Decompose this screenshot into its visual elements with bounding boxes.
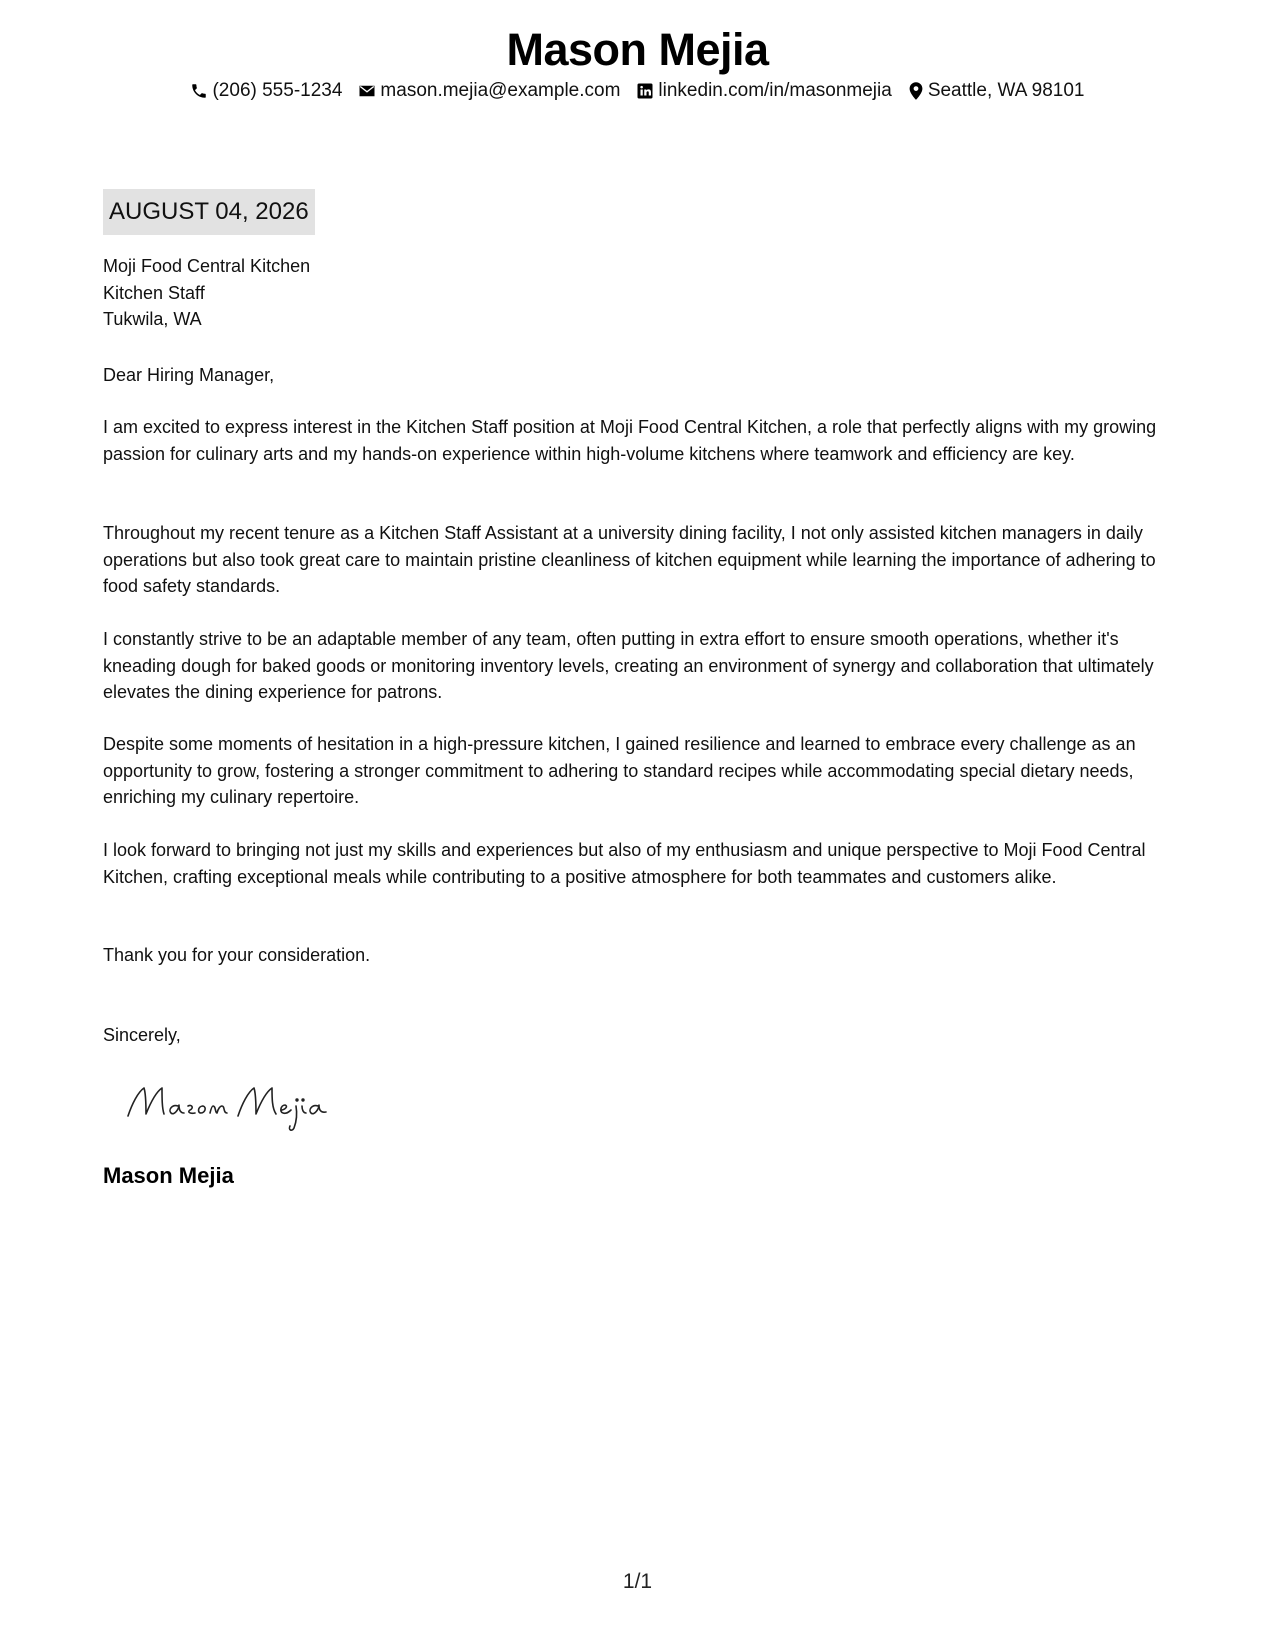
- contact-email: [358, 78, 620, 104]
- closing-line: Sincerely,: [103, 1025, 181, 1045]
- location-text: Seattle, WA 98101: [927, 80, 1085, 101]
- envelope-icon: [358, 82, 376, 100]
- phone-icon: [190, 82, 208, 100]
- phone-text: (206) 555-1234: [212, 80, 343, 101]
- body-paragraph: I am excited to express interest in the Kitchen Staff position at Moji Food Central Kitchen, a role that perfectly aligns with my growing passion for culinary arts and my hands-on experience within high-volume kitchens where teamwork and efficiency are key.: [103, 417, 1157, 464]
- page-number: 1/1: [622, 1570, 653, 1593]
- body-paragraph: Despite some moments of hesitation in a high-pressure kitchen, I gained resilience and learned to embrace every challenge as an opportunity to grow, fostering a stronger commitment to adhering to standard recipes while accommodating special dietary needs, enriching my culinary repertoire.: [103, 734, 1136, 807]
- contact-info-row: [0, 78, 1275, 104]
- contact-linkedin: [636, 78, 891, 104]
- signer-name: Mason Mejia: [103, 1163, 234, 1188]
- contact-location: [908, 78, 1085, 104]
- handwritten-signature: [124, 1076, 344, 1141]
- body-paragraph: I constantly strive to be an adaptable member of any team, often putting in extra effort to ensure smooth operations, whether it's kneading dough for baked goods or monitoring inventory levels, creating an environment of synergy and collaboration that ultimately elevates the dining experience for patrons.: [103, 629, 1154, 702]
- email-text: mason.mejia@example.com: [380, 80, 621, 101]
- recipient-block: [103, 253, 1173, 333]
- recipient-position: Kitchen Staff: [103, 282, 205, 303]
- recipient-company: Moji Food Central Kitchen: [103, 256, 311, 276]
- salutation: Dear Hiring Manager,: [103, 365, 275, 385]
- body-paragraph: I look forward to bringing not just my skills and experiences but also of my enthusiasm and unique perspective to Moji Food Central Kitchen, crafting exceptional meals while contributing to a positive atmosphere for both teammates and customers alike.: [103, 840, 1146, 887]
- thanks-line: Thank you for your consideration.: [103, 945, 371, 965]
- letter-date: AUGUST 04, 2026: [103, 189, 315, 235]
- linkedin-icon: [636, 82, 654, 100]
- applicant-name-heading: Mason Mejia: [506, 24, 769, 75]
- recipient-location: Tukwila, WA: [103, 309, 202, 329]
- contact-phone: [190, 78, 342, 104]
- body-paragraph: Throughout my recent tenure as a Kitchen Staff Assistant at a university dining facility, I not only assisted kitchen managers in daily operations but also took great care to maintain pristine cleanliness of kitchen equipment while learning the importance of adhering to food safety standards.: [103, 523, 1156, 596]
- linkedin-text: linkedin.com/in/masonmejia: [658, 80, 892, 101]
- map-pin-icon: [908, 81, 924, 101]
